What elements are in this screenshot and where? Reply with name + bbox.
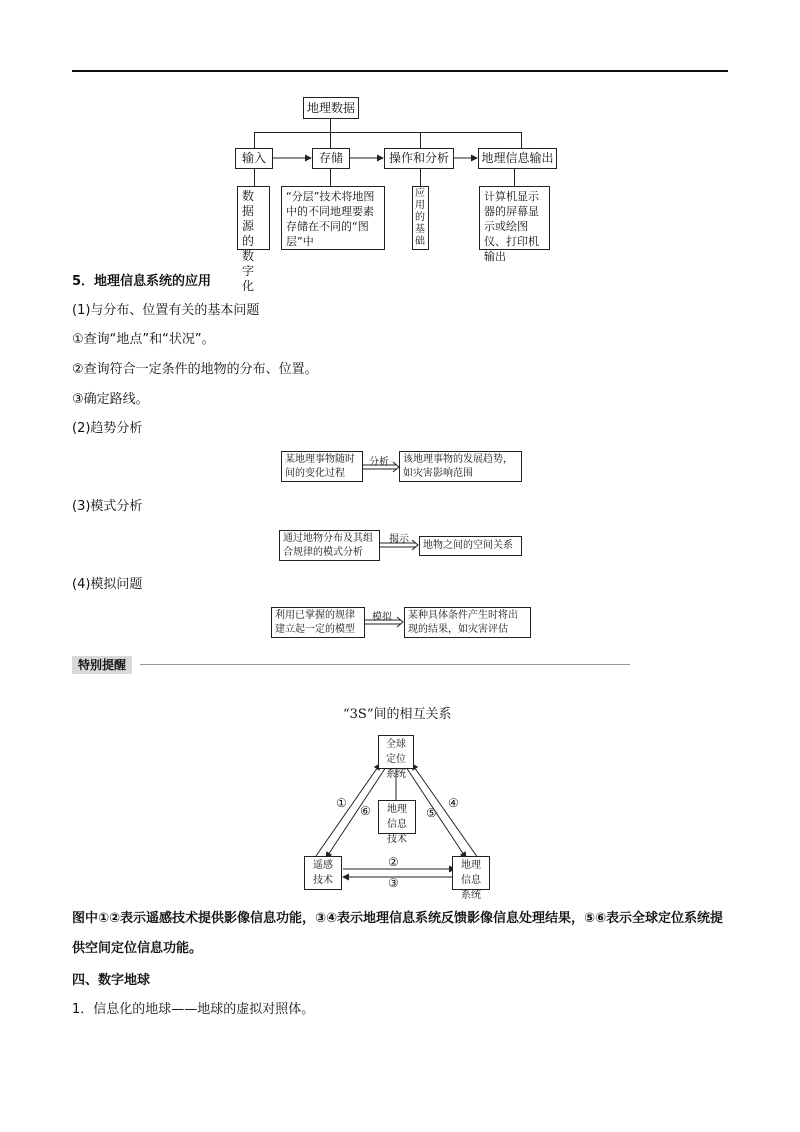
flow-arrows: [0, 0, 800, 260]
flow-step-input: 输入: [235, 148, 273, 169]
flow-top-box: 地理数据: [303, 97, 359, 119]
label-4: ④: [448, 796, 459, 810]
pattern-left-box: 通过地物分布及其组合规律的模式分析: [279, 530, 380, 561]
pattern-arrow: [380, 538, 420, 552]
tip-divider: [140, 664, 630, 665]
trend-left-box: 某地理事物随时间的变化过程: [281, 451, 363, 482]
node-gps: 全球定位系统: [378, 735, 414, 769]
section5-item4: (4)模拟问题: [72, 577, 143, 592]
section5-item3: (3)模式分析: [72, 499, 143, 514]
flow-step-storage: 存储: [312, 148, 350, 169]
node-center: 地理信息技术: [378, 800, 416, 834]
section5-q3: ③确定路线。: [72, 392, 149, 407]
pattern-arrow-label: 揭示: [389, 534, 409, 545]
sim-right-box: 某种具体条件产生时将出现的结果，如灾害评估: [404, 607, 531, 638]
flow-step-output: 地理信息输出: [478, 148, 557, 169]
node-rs: 遥感技术: [304, 856, 342, 890]
flow-note-input: 数据源的数字化: [237, 186, 270, 250]
label-3: ③: [388, 876, 399, 890]
label-2: ②: [388, 855, 399, 869]
flow-note-output: 计算机显示器的屏幕显示或绘图仪、打印机输出: [479, 186, 550, 250]
3s-diagram-title: “3S”间的相互关系: [343, 707, 452, 722]
label-1: ①: [336, 796, 347, 810]
3s-explanation: 图中①②表示遥感技术提供影像信息功能，③④表示地理信息系统反馈影像信息处理结果，⑤⑥表示全球定位系统提供空间定位信息功能。: [72, 911, 724, 956]
flow-note-analysis: 应用的基础: [412, 186, 429, 250]
sim-arrow-label: 模拟: [372, 612, 392, 623]
sim-left-box: 利用已掌握的规律建立起一定的模型: [271, 607, 365, 638]
section5-title: 5．地理信息系统的应用: [72, 274, 212, 289]
label-6: ⑥: [360, 804, 371, 818]
section5-item2: (2)趋势分析: [72, 421, 143, 436]
pattern-right-box: 地物之间的空间关系: [419, 536, 522, 556]
flow-note-storage: “分层”技术将地图中的不同地理要素存储在不同的“图层”中: [281, 186, 385, 250]
flow-step-analysis: 操作和分析: [384, 148, 454, 169]
label-5: ⑤: [426, 806, 437, 820]
section5-item1: (1)与分布、位置有关的基本问题: [72, 303, 260, 318]
trend-arrow: [363, 460, 401, 474]
section4-title: 四、数字地球: [72, 973, 151, 988]
trend-right-box: 该地理事物的发展趋势，如灾害影响范围: [399, 451, 522, 482]
sim-arrow: [365, 615, 405, 629]
trend-arrow-label: 分析: [369, 457, 389, 468]
node-gis: 地理信息系统: [452, 856, 490, 890]
section5-q2: ②查询符合一定条件的地物的分布、位置。: [72, 362, 318, 377]
section4-item1: 1．信息化的地球——地球的虚拟对照体。: [72, 1002, 315, 1017]
tip-label: 特别提醒: [72, 656, 132, 674]
arrow-4: [412, 764, 478, 858]
section5-q1: ①查询“地点”和“状况”。: [72, 332, 215, 347]
